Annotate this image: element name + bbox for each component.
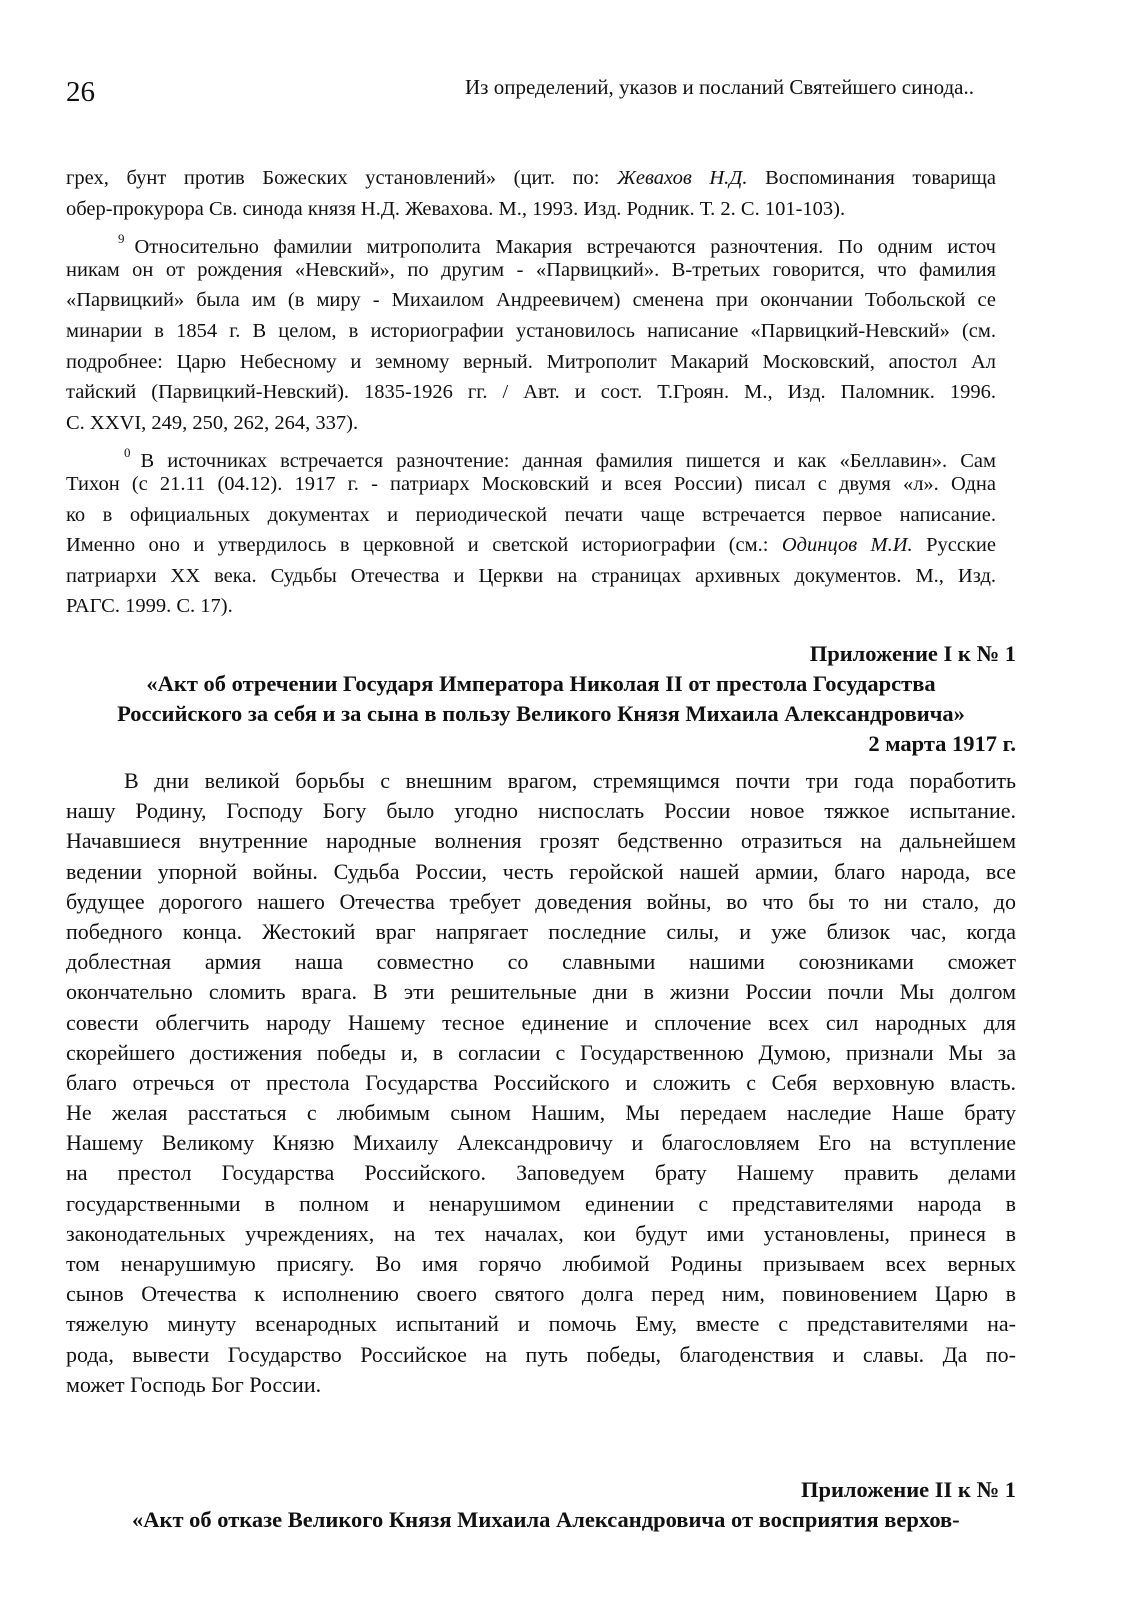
appendix-2-heading xyxy=(66,1475,1016,1535)
abdication-act-text xyxy=(66,766,1016,1400)
cited-author: Жевахов Н.Д. xyxy=(617,167,748,189)
footnote-9-line: «Парвицкий» была им (в миру - Михаилом Андреевичем) сменена при окончании Тобольской се xyxy=(66,289,996,312)
appendix-date: 2 марта 1917 г. xyxy=(868,731,1016,756)
body-line: сынов Отечества к исполнению своего святого долга перед ним, повиновением Царю в xyxy=(66,1281,1016,1307)
page-number: 26 xyxy=(66,76,95,108)
body-line: будущее дорогого нашего Отечества требует доведения войны, во что бы то ни стало, до xyxy=(66,888,1016,914)
body-line: Не желая расстаться с любимым сыном Нашим, Мы передаем наследие Наше брату xyxy=(66,1100,1016,1126)
body-line: победного конца. Жестокий враг напрягает последние силы, и уже близок час, когда xyxy=(66,918,1016,944)
cited-author: Одинцов М.И. xyxy=(781,534,913,557)
body-line: может Господь Бог России. xyxy=(66,1371,322,1397)
appendix-title-line: «Акт об отказе Великого Князя Михаила Александровича от восприятия верхов- xyxy=(132,1507,960,1532)
appendix-label: Приложение I к № 1 xyxy=(809,641,1016,666)
footnote-10-line: Тихон (с 21.11 (04.12). 1917 г. - патриарх Московский и всея России) писал с двумя «л». Одна xyxy=(66,472,996,495)
body-line: на престол Государства Российского. Заповедуем брату Нашему править делами xyxy=(66,1160,1016,1186)
footnote-9-line: тайский (Парвицкий-Невский). 1835-1926 гг. / Авт. и сост. Т.Гроян. М., Изд. Паломник. 1996. xyxy=(66,381,996,404)
body-line: окончательно сломить врага. В эти решительные дни в жизни России почли Мы долгом xyxy=(66,979,1016,1005)
running-title: Из определений, указов и посланий Святейшего синода.. xyxy=(465,75,974,99)
footnote-9-line: С. XXVI, 249, 250, 262, 264, 337). xyxy=(66,411,359,434)
body-line: нашу Родину, Господу Богу было угодно ниспослать России новое тяжкое испытание. xyxy=(66,798,1016,824)
footnote-10-line: РАГС. 1999. С. 17). xyxy=(66,595,233,618)
body-line: доблестная армия наша совместно со славными нашими союзниками сможет xyxy=(66,949,1016,975)
footnote-9-line: никам он от рождения «Невский», по другим - «Парвицкий». В-третьих говорится, что фамилия xyxy=(66,258,996,281)
body-line: Нашему Великому Князю Михаилу Александровичу и благословляем Его на вступление xyxy=(66,1130,1016,1156)
footnote-10-line: ко в официальных документах и периодической печати чаще встречается первое написание. xyxy=(66,503,996,526)
footnote-9-line: подробнее: Царю Небесному и земному верный. Митрополит Макарий Московский, апостол Ал xyxy=(66,350,996,373)
body-line: благо отречься от престола Государства Российского и сложить с Себя верховную власть. xyxy=(66,1069,1016,1095)
body-line: Начавшиеся внутренние народные волнения грозят бедственно отразиться на дальнейшем xyxy=(66,828,1016,854)
footnote-10-line: $^0$ В источниках встречается разночтение: данная фамилия пишется и как «Беллавин». Сам xyxy=(124,445,996,473)
body-line: том ненарушимую присягу. Во имя горячо любимой Родины призываем всех верных xyxy=(66,1251,1016,1276)
body-line: рода, вывести Государство Российское на путь победы, благоденствия и славы. Да по- xyxy=(66,1341,1016,1367)
body-line: совести облегчить народу Нашему тесное единение и сплочение всех сил народных для xyxy=(66,1009,1016,1035)
appendix-1-heading xyxy=(66,639,1016,759)
body-line: тяжелую минуту всенародных испытаний и помочь Ему, вместе с представителями на- xyxy=(66,1311,1016,1337)
body-line: законодательных учреждениях, на тех началах, кои будут ими установлены, принеся в xyxy=(66,1220,1016,1246)
body-line: скорейшего достижения победы и, в согласии с Государственною Думою, признали Мы за xyxy=(66,1039,1016,1065)
body-line: государственными в полном и ненарушимом единении с представителями народа в xyxy=(66,1190,1016,1216)
appendix-label: Приложение II к № 1 xyxy=(800,1477,1016,1502)
appendix-title-line: «Акт об отречении Государя Императора Николая II от престола Государства xyxy=(146,671,936,696)
footnote-9-line: $^9$ Относительно фамилии митрополита Макария встречаются разночтения. По одним источ xyxy=(118,231,996,258)
note-continuation-line: грех, бунт против Божеских установлений» (цит. по: Жевахов Н.Д. Воспоминания товарища xyxy=(66,167,996,189)
body-line: ведении упорной войны. Судьба России, честь геройской нашей армии, благо народа, все xyxy=(66,858,1016,884)
footnote-marker: 9 xyxy=(118,231,125,247)
footnote-10-line: патриархи XX века. Судьбы Отечества и Церкви на страницах архивных документов. М., Изд. xyxy=(66,564,996,587)
note-continuation-line: обер-прокурора Св. синода князя Н.Д. Жевахова. М., 1993. Изд. Родник. Т. 2. С. 101-103). xyxy=(66,197,846,220)
body-line: В дни великой борьбы с внешним врагом, стремящимся почти три года поработить xyxy=(124,768,1016,793)
footnote-10-line: Именно оно и утвердилось в церковной и светской историографии (см.: Одинцов М.И. Русские xyxy=(66,534,996,557)
footnotes-block xyxy=(66,163,996,622)
footnote-marker: 0 xyxy=(124,445,131,461)
appendix-title-line: Российского за себя и за сына в пользу Великого Князя Михаила Александровича» xyxy=(117,701,965,726)
footnote-9-line: минарии в 1854 г. В целом, в историографии установилось написание «Парвицкий-Невский» (см. xyxy=(66,319,996,342)
